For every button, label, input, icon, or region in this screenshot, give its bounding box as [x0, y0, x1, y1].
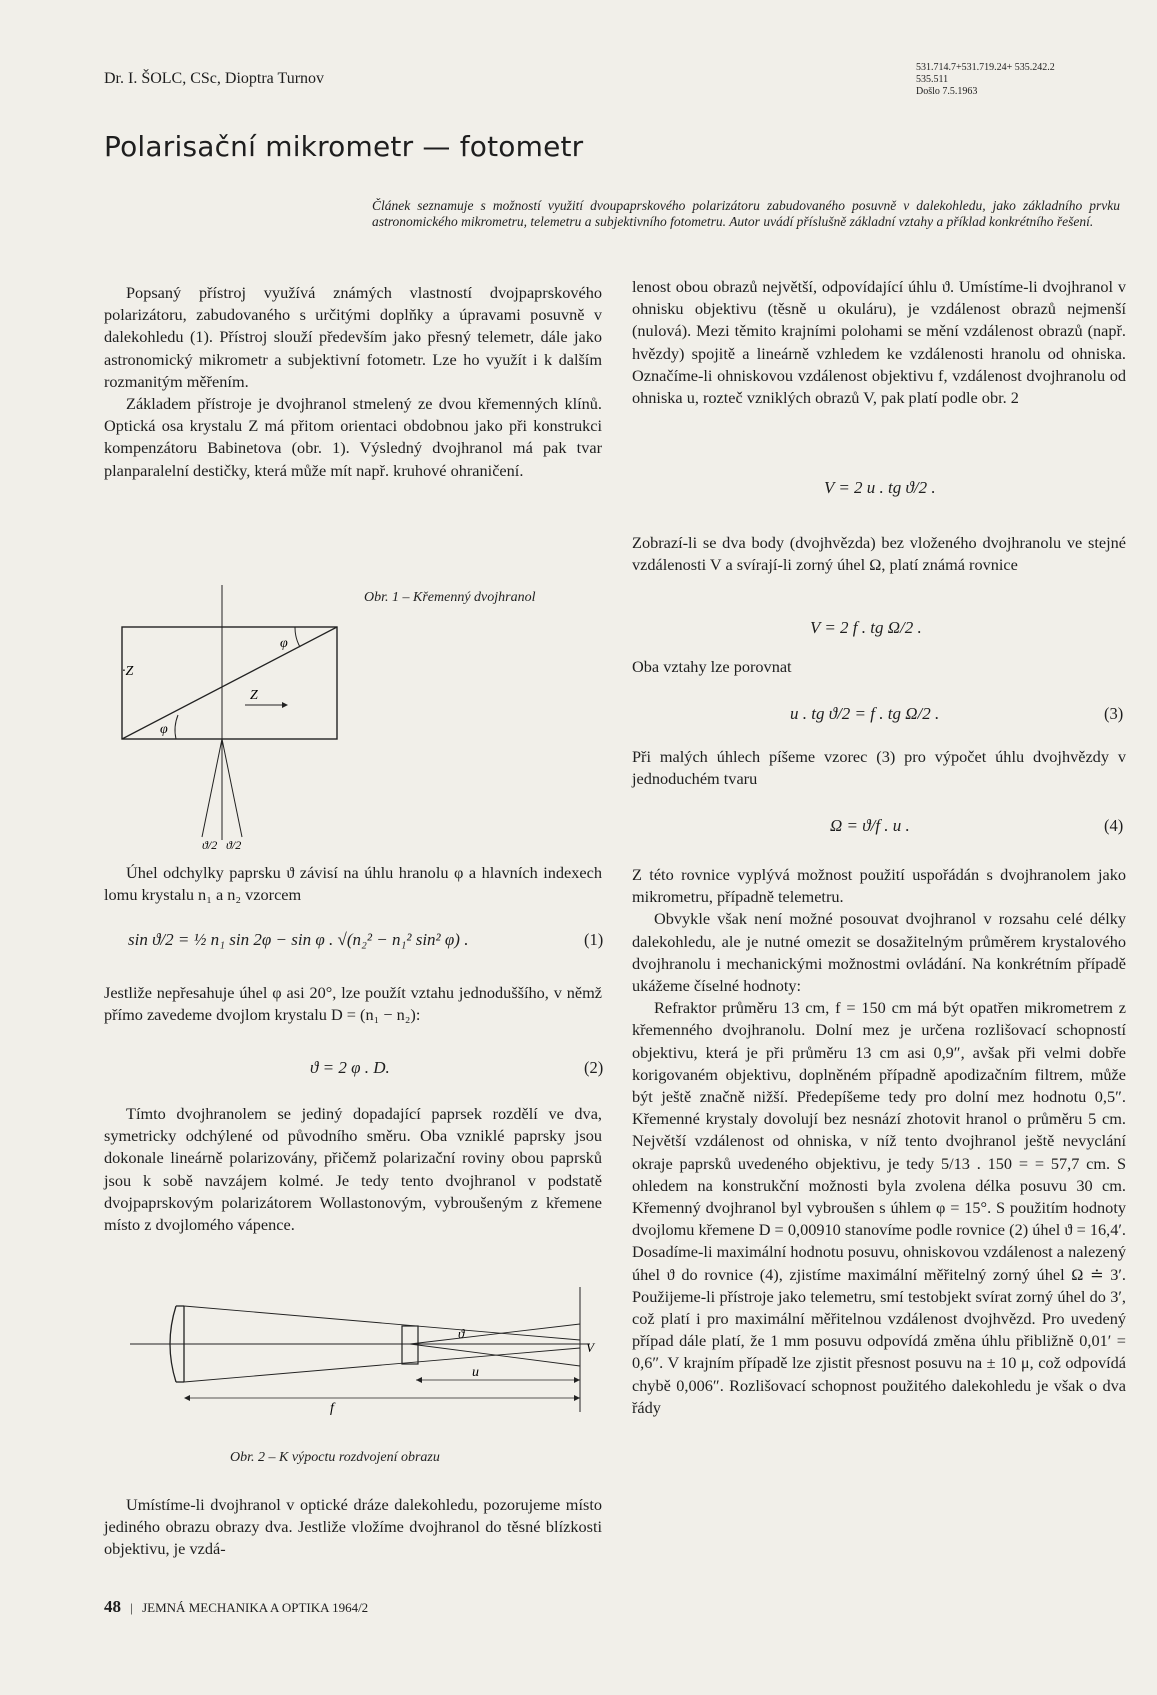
right-column-mid2 [632, 656, 1126, 678]
ray-left [202, 739, 222, 837]
equation-2: ϑ = 2 φ . D. [310, 1058, 390, 1077]
equation-4-number: (4) [1104, 816, 1124, 835]
equation-4: Ω = ϑ/f . u . [830, 816, 910, 835]
equation-1-number: (1) [584, 930, 604, 949]
left-column-mid [104, 862, 602, 906]
right-column-top [632, 276, 1126, 409]
equation-3: u . tg ϑ/2 = f . tg Ω/2 . [790, 704, 940, 723]
paragraph: Obvykle však není možné posouvat dvojhranol v rozsahu celé délky dalekohledu, ale je nutné omezit se dosažitelným průměrem krystalového dvojhranolu i mechanickými možnostmi ovládání. Na konkrétním případě ukážeme číselné hodnoty: [632, 909, 1126, 996]
udc-line-2: 535.511 [916, 74, 949, 85]
right-column-mid3 [632, 746, 1126, 790]
author-line: Dr. I. ŠOLC, CSc, Dioptra Turnov [104, 70, 325, 87]
left-column-top [104, 282, 602, 482]
paragraph: Zobrazí-li se dva body (dvojhvězda) bez vloženého dvojhranolu ve stejné vzdálenosti V a svírají-li zorný úhel Ω, platí známá rovnice [632, 533, 1126, 575]
label-f: f [330, 1401, 334, 1416]
udc-codes [916, 62, 1055, 98]
ray-right [222, 739, 242, 837]
paragraph: Úhel odchylky paprsku ϑ závisí na úhlu hranolu φ a hlavních indexech lomu krystalu n₁ a n₂ vzorcem [104, 863, 602, 905]
paragraph: Jestliže nepřesahuje úhel φ asi 20°, lze použít vztahu jednoduššího, v němž přímo zavedeme dvojlom krystalu D = (n₁ − n₂): [104, 983, 602, 1025]
udc-line-1: 531.714.7+531.719.24+ 535.242.2 [916, 62, 1055, 73]
label-u: u [472, 1365, 479, 1380]
ray-upper [184, 1306, 580, 1340]
paragraph: lenost obou obrazů největší, odpovídající úhlu ϑ. Umístíme-li dvojhranol v ohnisku objektivu (těsně u okuláru), je vzdálenost obrazů nejmenší (nulová). Mezi těmito krajními polohami se mění vzdálenost obrazů (např. hvězdy) spojitě a lineárně vzhledem ke vzdálenosti hranolu od ohniska. Označíme-li ohniskovou vzdálenost objektivu f, vzdálenost dvojhranolu od ohniska u, rozteč vzniklých obrazů V, pak platí podle obr. 2 [632, 277, 1126, 408]
label-z-dot: ·Z [122, 664, 134, 679]
paragraph: Při malých úhlech píšeme vzorec (3) pro výpočet úhlu dvojhvězdy v jednoduchém tvaru [632, 747, 1126, 789]
label-v: V [586, 1340, 594, 1355]
paragraph: Popsaný přístroj využívá známých vlastností dvojpaprskového polarizátoru, zabudovaného s určitými doplňky a úpravami posuvně v dalekohledu (1). Přístroj slouží především jako přesný telemetr, dále jako astronomický mikrometr a subjektivní fotometr. Lze ho využít i k dalším rozmanitým měřením. [104, 283, 602, 391]
label-phi-lower: φ [160, 722, 168, 737]
axis-arrow-head [282, 702, 288, 708]
page-number: 48 [104, 1597, 121, 1616]
paragraph: Tímto dvojhranolem se jediný dopadající paprsek rozdělí ve dva, symetricky odchýlené od původního směru. Oba vzniklé paprsky jsou dokonale lineárně polarizovány, přičemž polarizační roviny obou paprsků jsou k sobě navzájem kolmé. Je tedy tento dvojhranol v podstatě dvojpaprskovým polarizátorem Wollastonovým, vybroušeným z křemene místo z dvojlomého vápence. [104, 1104, 602, 1235]
label-half-theta-left: ϑ/2 [202, 838, 218, 850]
label-z-arrow: Z [250, 688, 258, 703]
prism-diagonal [122, 627, 337, 739]
left-column-low [104, 1103, 602, 1236]
equation-1: sin ϑ/2 = ½ n₁ sin 2φ − sin φ . √(n₂² − n₁² sin² φ) . [128, 930, 469, 949]
deviated-ray-up [410, 1324, 580, 1344]
left-column-bottom [104, 1494, 602, 1561]
equation-b: V = 2 f . tg Ω/2 . [810, 618, 922, 637]
angle-arc-lower [175, 715, 178, 739]
figure-2-image-doubling [120, 1282, 600, 1417]
figure-1-caption: Obr. 1 – Křemenný dvojhranol [364, 590, 536, 605]
figure-2-caption: Obr. 2 – K výpoctu rozdvojení obrazu [230, 1450, 440, 1465]
paragraph: Základem přístroje je dvojhranol stmelený ze dvou křemenných klínů. Optická osa krystalu Z má přitom orientaci obdobnou jako při konstrukci kompenzátoru Babinetova (obr. 1). Výsledný dvojhranol má pak tvar planparalelní destičky, která může mít např. kruhové ohraničení. [104, 394, 602, 480]
paragraph: Z této rovnice vyplývá možnost použití uspořádán s dvojhranolem jako mikrometru, případně telemetru. [632, 865, 1126, 907]
paragraph: Oba vztahy lze porovnat [632, 657, 792, 676]
deviated-ray-down [410, 1344, 580, 1366]
equation-2-number: (2) [584, 1058, 604, 1077]
article-title: Polarisační mikrometr — fotometr [104, 130, 584, 163]
right-column-mid1 [632, 532, 1126, 576]
ray-lower [184, 1348, 580, 1382]
journal-name: JEMNÁ MECHANIKA A OPTIKA 1964/2 [142, 1600, 369, 1615]
equation-a: V = 2 u . tg ϑ/2 . [824, 478, 936, 497]
left-column-mid2 [104, 982, 602, 1026]
abstract: Článek seznamuje s možností využití dvoupaprskového polarizátoru zabudovaného posuvně v dalekohledu, jako základního prvku astronomického mikrometru, telemetru a subjektivního fotometru. Autor uvádí příslušně základní vztahy a příklad konkrétního řešení. [372, 198, 1120, 229]
angle-arc-upper [295, 627, 300, 647]
paragraph: Umístíme-li dvojhranol v optické dráze dalekohledu, pozorujeme místo jediného obrazu obrazy dva. Jestliže vložíme dvojhranol do těsné blízkosti objektivu, je vzdá- [104, 1495, 602, 1559]
label-half-theta-right: ϑ/2 [226, 838, 242, 850]
label-phi-upper: φ [280, 636, 288, 651]
equation-3-number: (3) [1104, 704, 1124, 723]
page-footer: 48 | JEMNÁ MECHANIKA A OPTIKA 1964/2 [104, 1597, 369, 1616]
received-date: Došlo 7.5.1963 [916, 86, 978, 97]
right-column-bottom [632, 864, 1126, 1419]
figure-1-quartz-prism [110, 575, 370, 850]
paragraph: Refraktor průměru 13 cm, f = 150 cm má být opatřen mikrometrem z křemenného dvojhranolu. Dolní mez je určena rozlišovací schopností objektivu, která je při průměru 13 cm asi 0,9″, avšak při velmi dobře korigovaném objektivu, doplněném případně apodizačním filtrem, může být ještě značně nižší. Předepíšeme tedy pro dolní mez hodnotu 0,5″. Křemenné krystaly dovolují bez nesnází zhotovit hranol o průměru 5 cm. Největší vzdálenost od ohniska, v níž tento dvojhranol ještě nevyclání okraje paprsků uvedeného objektivu, je tedy 5/13 . 150 = = 57,7 cm. S ohledem na konstrukční možnosti byla zvolena délka posuvu 30 cm. Křemenný dvojhranol byl vybroušen s úhlem φ = 15°. S použitím hodnoty dvojlomu křemene D = 0,00910 stanovíme podle rovnice (2) úhel ϑ = 16,4′. Dosadíme-li maximální hodnotu posuvu, ohniskovou vzdálenost a nalezený úhel ϑ do rovnice (4), zjistíme maximální měřitelný zorný úhel Ω ≐ 3′. Použijeme-li přístroje jako telemetru, smí testobjekt svírat zorný úhel do 3′, což platí i pro maximální měřitelnou vzdálenost dvojhvězd. Pro uvedený případ dále platí, že 1 mm posuvu odpovídá změna úhlu přibližně 0,01′ = 0,6″. V krajním případě lze zjistit přesnost posuvu na ± 10 μ, což odpovídá chybě 0,006″. Rozlišovací schopnost použitého dalekohledu je však o dva řády [632, 998, 1126, 1417]
label-theta: ϑ [458, 1326, 465, 1341]
